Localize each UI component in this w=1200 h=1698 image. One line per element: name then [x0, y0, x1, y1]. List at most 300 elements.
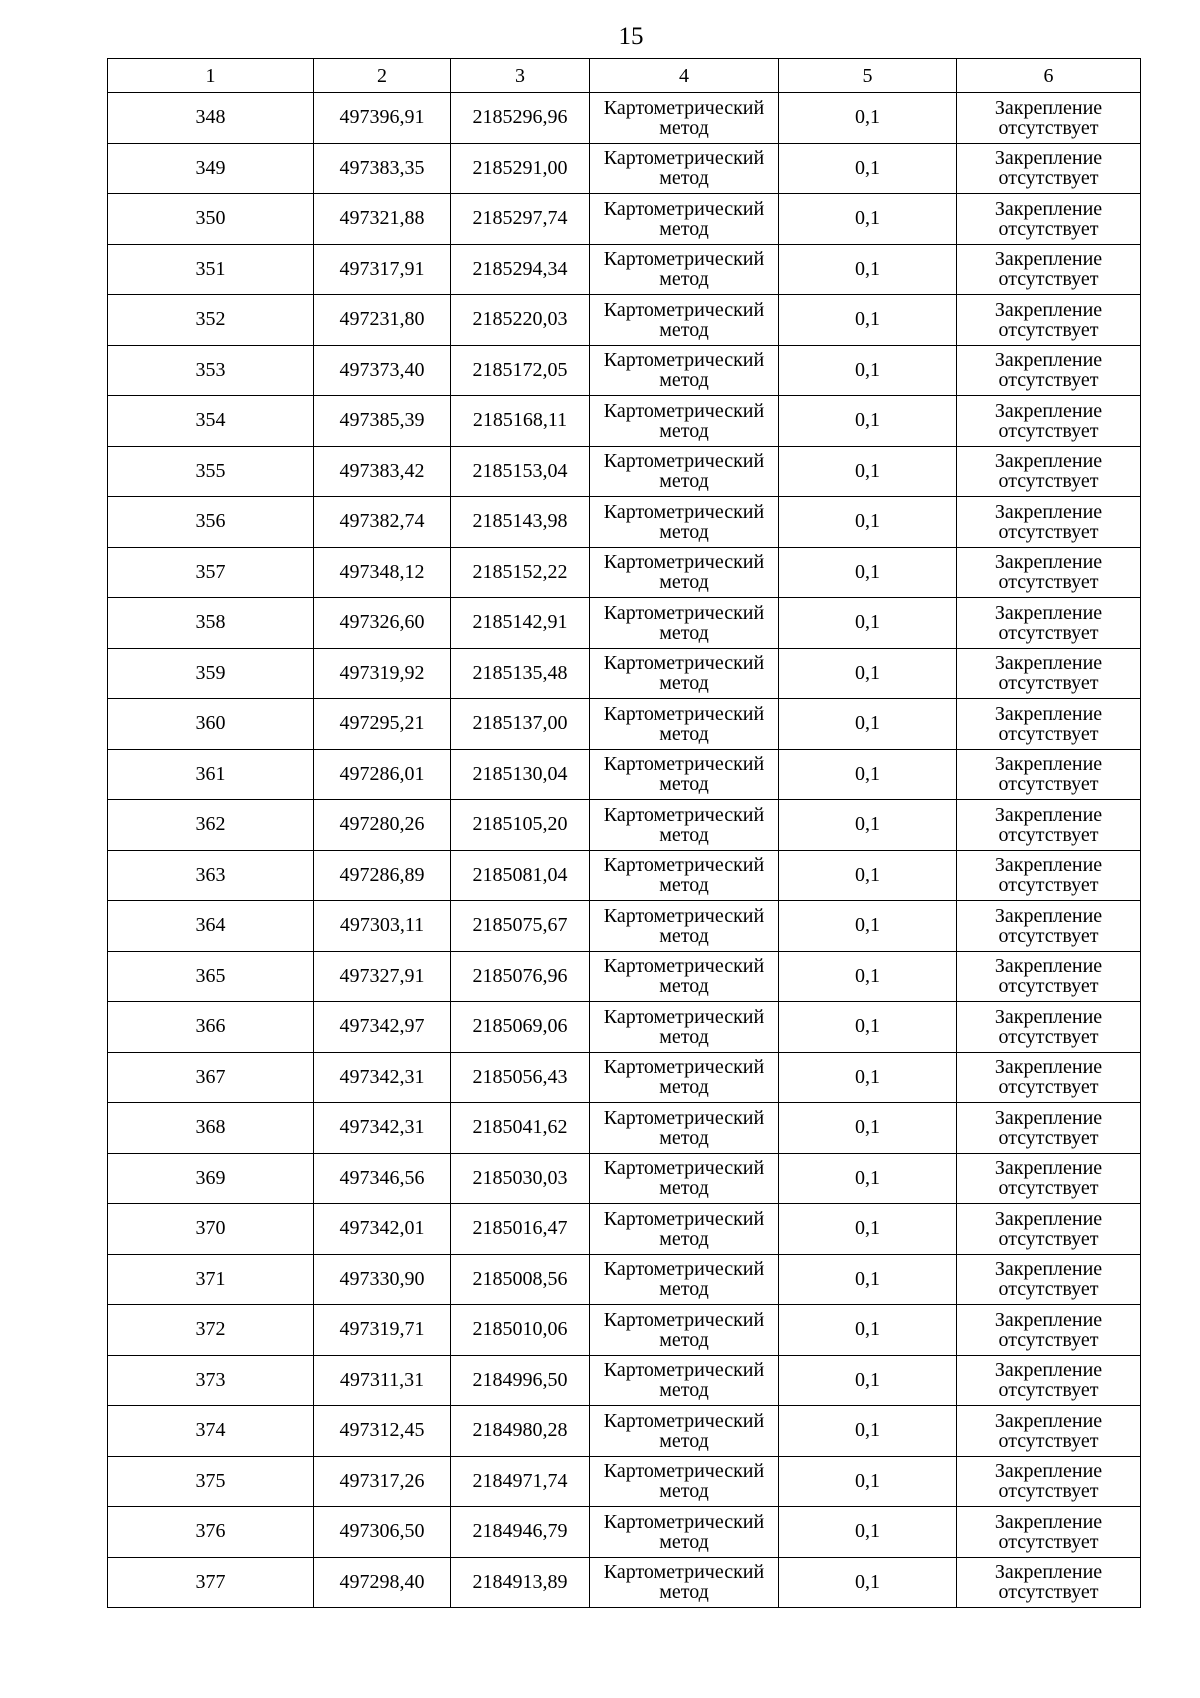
accuracy-cell: 0,1: [779, 1254, 957, 1305]
table-row: [108, 446, 1141, 497]
method-cell-line-1: Картометрический: [603, 298, 765, 321]
table-row: [108, 194, 1141, 245]
fixing-cell: [957, 1002, 1141, 1053]
column-header: 4: [590, 59, 779, 93]
fixing-cell-line-1: Закрепление: [994, 1207, 1103, 1230]
method-cell: [590, 1204, 779, 1255]
fixing-cell-line-2: отсутствует: [998, 116, 1099, 139]
method-cell-line-1: Картометрический: [603, 955, 765, 978]
fixing-cell-line-2: отсутствует: [998, 722, 1099, 745]
x-coordinate-cell: 497319,71: [314, 1305, 451, 1356]
x-coordinate-cell: 497396,91: [314, 93, 451, 144]
point-number-cell: 364: [108, 901, 314, 952]
fixing-cell-line-2: отсутствует: [998, 924, 1099, 947]
table-row: [108, 93, 1141, 144]
method-cell-line-1: Картометрический: [603, 1510, 765, 1533]
method-cell-line-2: метод: [659, 1530, 709, 1553]
method-cell-line-1: Картометрический: [603, 1056, 765, 1079]
method-cell-line-1: Картометрический: [603, 551, 765, 574]
method-cell-line-2: метод: [659, 1278, 709, 1301]
accuracy-cell: 0,1: [779, 345, 957, 396]
fixing-cell-line-1: Закрепление: [994, 702, 1103, 725]
fixing-cell-line-2: отсутствует: [998, 571, 1099, 594]
method-cell-line-1: Картометрический: [603, 803, 765, 826]
x-coordinate-cell: 497342,31: [314, 1103, 451, 1154]
method-cell-line-1: Картометрический: [603, 854, 765, 877]
method-cell-line-1: Картометрический: [603, 1207, 765, 1230]
accuracy-cell: 0,1: [779, 143, 957, 194]
method-cell: [590, 1052, 779, 1103]
method-cell-line-1: Картометрический: [603, 1460, 765, 1483]
y-coordinate-cell: 2185296,96: [451, 93, 590, 144]
y-coordinate-cell: 2185294,34: [451, 244, 590, 295]
fixing-cell-line-2: отсутствует: [998, 773, 1099, 796]
fixing-cell-line-1: Закрепление: [994, 753, 1103, 776]
table-row: [108, 1254, 1141, 1305]
method-cell-line-2: метод: [659, 470, 709, 493]
fixing-cell-line-1: Закрепление: [994, 500, 1103, 523]
fixing-cell-line-1: Закрепление: [994, 1460, 1103, 1483]
fixing-cell-line-1: Закрепление: [994, 1258, 1103, 1281]
fixing-cell-line-1: Закрепление: [994, 1359, 1103, 1382]
fixing-cell-line-2: отсутствует: [998, 621, 1099, 644]
point-number-cell: 352: [108, 295, 314, 346]
fixing-cell-line-2: отсутствует: [998, 1581, 1099, 1604]
y-coordinate-cell: 2185297,74: [451, 194, 590, 245]
fixing-cell-line-2: отсутствует: [998, 1227, 1099, 1250]
x-coordinate-cell: 497306,50: [314, 1507, 451, 1558]
fixing-cell-line-2: отсутствует: [998, 1076, 1099, 1099]
table-row: [108, 1204, 1141, 1255]
y-coordinate-cell: 2185105,20: [451, 800, 590, 851]
accuracy-cell: 0,1: [779, 648, 957, 699]
method-cell-line-1: Картометрический: [603, 450, 765, 473]
point-number-cell: 370: [108, 1204, 314, 1255]
method-cell-line-2: метод: [659, 1429, 709, 1452]
table-row: [108, 749, 1141, 800]
column-header: 1: [108, 59, 314, 93]
y-coordinate-cell: 2185142,91: [451, 598, 590, 649]
y-coordinate-cell: 2185220,03: [451, 295, 590, 346]
method-cell-line-1: Картометрический: [603, 248, 765, 271]
method-cell: [590, 93, 779, 144]
fixing-cell-line-2: отсутствует: [998, 1530, 1099, 1553]
x-coordinate-cell: 497342,01: [314, 1204, 451, 1255]
method-cell: [590, 1002, 779, 1053]
method-cell: [590, 1355, 779, 1406]
fixing-cell: [957, 1557, 1141, 1608]
y-coordinate-cell: 2185030,03: [451, 1153, 590, 1204]
fixing-cell-line-1: Закрепление: [994, 652, 1103, 675]
method-cell-line-2: метод: [659, 621, 709, 644]
point-number-cell: 369: [108, 1153, 314, 1204]
point-number-cell: 368: [108, 1103, 314, 1154]
y-coordinate-cell: 2184946,79: [451, 1507, 590, 1558]
table-row: [108, 1406, 1141, 1457]
method-cell: [590, 446, 779, 497]
x-coordinate-cell: 497342,31: [314, 1052, 451, 1103]
fixing-cell-line-2: отсутствует: [998, 419, 1099, 442]
method-cell-line-1: Картометрический: [603, 753, 765, 776]
fixing-cell-line-1: Закрепление: [994, 904, 1103, 927]
method-cell-line-1: Картометрический: [603, 1561, 765, 1584]
x-coordinate-cell: 497312,45: [314, 1406, 451, 1457]
table-row: [108, 396, 1141, 447]
fixing-cell-line-2: отсутствует: [998, 217, 1099, 240]
fixing-cell: [957, 295, 1141, 346]
method-cell-line-2: метод: [659, 722, 709, 745]
method-cell-line-2: метод: [659, 318, 709, 341]
fixing-cell: [957, 1254, 1141, 1305]
y-coordinate-cell: 2185008,56: [451, 1254, 590, 1305]
method-cell: [590, 143, 779, 194]
fixing-cell: [957, 143, 1141, 194]
fixing-cell: [957, 1507, 1141, 1558]
table-row: [108, 800, 1141, 851]
method-cell-line-1: Картометрический: [603, 652, 765, 675]
point-number-cell: 367: [108, 1052, 314, 1103]
fixing-cell: [957, 1204, 1141, 1255]
table-row: [108, 547, 1141, 598]
method-cell-line-1: Картометрический: [603, 1005, 765, 1028]
y-coordinate-cell: 2185168,11: [451, 396, 590, 447]
method-cell-line-2: метод: [659, 823, 709, 846]
point-number-cell: 356: [108, 497, 314, 548]
method-cell-line-1: Картометрический: [603, 96, 765, 119]
point-number-cell: 377: [108, 1557, 314, 1608]
x-coordinate-cell: 497321,88: [314, 194, 451, 245]
y-coordinate-cell: 2184980,28: [451, 1406, 590, 1457]
fixing-cell: [957, 1103, 1141, 1154]
point-number-cell: 361: [108, 749, 314, 800]
method-cell-line-2: метод: [659, 571, 709, 594]
fixing-cell: [957, 1456, 1141, 1507]
table-row: [108, 497, 1141, 548]
fixing-cell-line-1: Закрепление: [994, 298, 1103, 321]
accuracy-cell: 0,1: [779, 1052, 957, 1103]
y-coordinate-cell: 2185076,96: [451, 951, 590, 1002]
fixing-cell-line-1: Закрепление: [994, 955, 1103, 978]
x-coordinate-cell: 497317,91: [314, 244, 451, 295]
fixing-cell: [957, 1406, 1141, 1457]
method-cell-line-1: Картометрический: [603, 1258, 765, 1281]
x-coordinate-cell: 497383,42: [314, 446, 451, 497]
accuracy-cell: 0,1: [779, 901, 957, 952]
column-header: 6: [957, 59, 1141, 93]
method-cell: [590, 598, 779, 649]
x-coordinate-cell: 497327,91: [314, 951, 451, 1002]
table-row: [108, 1002, 1141, 1053]
coordinates-table: [107, 58, 1141, 1608]
method-cell-line-2: метод: [659, 369, 709, 392]
x-coordinate-cell: 497346,56: [314, 1153, 451, 1204]
table-row: [108, 1052, 1141, 1103]
x-coordinate-cell: 497298,40: [314, 1557, 451, 1608]
method-cell-line-1: Картометрический: [603, 349, 765, 372]
method-cell-line-2: метод: [659, 167, 709, 190]
fixing-cell-line-1: Закрепление: [994, 1157, 1103, 1180]
accuracy-cell: 0,1: [779, 699, 957, 750]
method-cell-line-1: Картометрический: [603, 500, 765, 523]
fixing-cell-line-2: отсутствует: [998, 874, 1099, 897]
table-row: [108, 699, 1141, 750]
fixing-cell-line-1: Закрепление: [994, 803, 1103, 826]
method-cell: [590, 1153, 779, 1204]
point-number-cell: 349: [108, 143, 314, 194]
accuracy-cell: 0,1: [779, 1355, 957, 1406]
accuracy-cell: 0,1: [779, 1406, 957, 1457]
fixing-cell-line-1: Закрепление: [994, 1056, 1103, 1079]
accuracy-cell: 0,1: [779, 951, 957, 1002]
fixing-cell-line-2: отсутствует: [998, 167, 1099, 190]
method-cell: [590, 295, 779, 346]
method-cell-line-2: метод: [659, 419, 709, 442]
x-coordinate-cell: 497382,74: [314, 497, 451, 548]
fixing-cell: [957, 446, 1141, 497]
method-cell: [590, 648, 779, 699]
fixing-cell: [957, 547, 1141, 598]
method-cell-line-2: метод: [659, 1379, 709, 1402]
accuracy-cell: 0,1: [779, 850, 957, 901]
y-coordinate-cell: 2185069,06: [451, 1002, 590, 1053]
method-cell: [590, 194, 779, 245]
method-cell: [590, 345, 779, 396]
fixing-cell-line-2: отсутствует: [998, 1429, 1099, 1452]
fixing-cell-line-2: отсутствует: [998, 268, 1099, 291]
method-cell-line-1: Картометрический: [603, 904, 765, 927]
method-cell-line-2: метод: [659, 874, 709, 897]
fixing-cell-line-1: Закрепление: [994, 349, 1103, 372]
y-coordinate-cell: 2185143,98: [451, 497, 590, 548]
method-cell-line-1: Картометрический: [603, 1106, 765, 1129]
y-coordinate-cell: 2185056,43: [451, 1052, 590, 1103]
fixing-cell: [957, 1305, 1141, 1356]
accuracy-cell: 0,1: [779, 800, 957, 851]
method-cell: [590, 699, 779, 750]
point-number-cell: 354: [108, 396, 314, 447]
y-coordinate-cell: 2185291,00: [451, 143, 590, 194]
x-coordinate-cell: 497348,12: [314, 547, 451, 598]
fixing-cell-line-2: отсутствует: [998, 1126, 1099, 1149]
point-number-cell: 348: [108, 93, 314, 144]
method-cell-line-1: Картометрический: [603, 601, 765, 624]
method-cell-line-1: Картометрический: [603, 1409, 765, 1432]
y-coordinate-cell: 2185041,62: [451, 1103, 590, 1154]
method-cell-line-2: метод: [659, 1076, 709, 1099]
table-body: [108, 93, 1141, 1608]
fixing-cell: [957, 901, 1141, 952]
table-row: [108, 295, 1141, 346]
point-number-cell: 362: [108, 800, 314, 851]
point-number-cell: 360: [108, 699, 314, 750]
column-header: 3: [451, 59, 590, 93]
y-coordinate-cell: 2185152,22: [451, 547, 590, 598]
fixing-cell-line-2: отсутствует: [998, 318, 1099, 341]
header-row: [108, 59, 1141, 93]
fixing-cell-line-2: отсутствует: [998, 1328, 1099, 1351]
accuracy-cell: 0,1: [779, 446, 957, 497]
method-cell-line-1: Картометрический: [603, 399, 765, 422]
column-header: 2: [314, 59, 451, 93]
method-cell: [590, 749, 779, 800]
x-coordinate-cell: 497286,01: [314, 749, 451, 800]
y-coordinate-cell: 2184913,89: [451, 1557, 590, 1608]
accuracy-cell: 0,1: [779, 1507, 957, 1558]
fixing-cell-line-1: Закрепление: [994, 197, 1103, 220]
method-cell-line-2: метод: [659, 773, 709, 796]
fixing-cell-line-1: Закрепление: [994, 1409, 1103, 1432]
accuracy-cell: 0,1: [779, 1002, 957, 1053]
fixing-cell-line-1: Закрепление: [994, 399, 1103, 422]
point-number-cell: 353: [108, 345, 314, 396]
method-cell-line-2: метод: [659, 217, 709, 240]
fixing-cell-line-2: отсутствует: [998, 520, 1099, 543]
x-coordinate-cell: 497326,60: [314, 598, 451, 649]
method-cell-line-2: метод: [659, 1480, 709, 1503]
accuracy-cell: 0,1: [779, 1456, 957, 1507]
table-row: [108, 1153, 1141, 1204]
accuracy-cell: 0,1: [779, 1153, 957, 1204]
fixing-cell: [957, 800, 1141, 851]
fixing-cell-line-2: отсутствует: [998, 1379, 1099, 1402]
method-cell-line-2: метод: [659, 520, 709, 543]
point-number-cell: 358: [108, 598, 314, 649]
y-coordinate-cell: 2185081,04: [451, 850, 590, 901]
fixing-cell-line-1: Закрепление: [994, 248, 1103, 271]
method-cell: [590, 244, 779, 295]
fixing-cell: [957, 396, 1141, 447]
page-number: 15: [618, 23, 644, 50]
method-cell-line-1: Картометрический: [603, 1359, 765, 1382]
method-cell: [590, 800, 779, 851]
y-coordinate-cell: 2185135,48: [451, 648, 590, 699]
table-row: [108, 850, 1141, 901]
fixing-cell-line-2: отсутствует: [998, 975, 1099, 998]
accuracy-cell: 0,1: [779, 598, 957, 649]
fixing-cell: [957, 1153, 1141, 1204]
fixing-cell: [957, 497, 1141, 548]
table-row: [108, 244, 1141, 295]
y-coordinate-cell: 2185075,67: [451, 901, 590, 952]
y-coordinate-cell: 2185010,06: [451, 1305, 590, 1356]
method-cell-line-2: метод: [659, 975, 709, 998]
point-number-cell: 372: [108, 1305, 314, 1356]
accuracy-cell: 0,1: [779, 1305, 957, 1356]
x-coordinate-cell: 497319,92: [314, 648, 451, 699]
method-cell-line-2: метод: [659, 268, 709, 291]
fixing-cell-line-1: Закрепление: [994, 1106, 1103, 1129]
fixing-cell: [957, 1052, 1141, 1103]
accuracy-cell: 0,1: [779, 244, 957, 295]
fixing-cell-line-2: отсутствует: [998, 1025, 1099, 1048]
method-cell-line-2: метод: [659, 1126, 709, 1149]
y-coordinate-cell: 2185153,04: [451, 446, 590, 497]
method-cell-line-2: метод: [659, 924, 709, 947]
table-row: [108, 1103, 1141, 1154]
table-row: [108, 143, 1141, 194]
fixing-cell-line-1: Закрепление: [994, 147, 1103, 170]
fixing-cell: [957, 345, 1141, 396]
x-coordinate-cell: 497383,35: [314, 143, 451, 194]
accuracy-cell: 0,1: [779, 396, 957, 447]
fixing-cell: [957, 194, 1141, 245]
x-coordinate-cell: 497330,90: [314, 1254, 451, 1305]
point-number-cell: 374: [108, 1406, 314, 1457]
point-number-cell: 350: [108, 194, 314, 245]
accuracy-cell: 0,1: [779, 1557, 957, 1608]
method-cell: [590, 951, 779, 1002]
x-coordinate-cell: 497303,11: [314, 901, 451, 952]
method-cell: [590, 1305, 779, 1356]
fixing-cell-line-1: Закрепление: [994, 601, 1103, 624]
fixing-cell: [957, 699, 1141, 750]
accuracy-cell: 0,1: [779, 295, 957, 346]
fixing-cell: [957, 244, 1141, 295]
point-number-cell: 365: [108, 951, 314, 1002]
table-row: [108, 1507, 1141, 1558]
accuracy-cell: 0,1: [779, 749, 957, 800]
method-cell: [590, 1557, 779, 1608]
accuracy-cell: 0,1: [779, 497, 957, 548]
fixing-cell-line-2: отсутствует: [998, 1177, 1099, 1200]
method-cell-line-1: Картометрический: [603, 197, 765, 220]
fixing-cell-line-1: Закрепление: [994, 450, 1103, 473]
method-cell-line-2: метод: [659, 116, 709, 139]
y-coordinate-cell: 2185130,04: [451, 749, 590, 800]
method-cell-line-1: Картометрический: [603, 1308, 765, 1331]
x-coordinate-cell: 497317,26: [314, 1456, 451, 1507]
table-row: [108, 1456, 1141, 1507]
table-row: [108, 345, 1141, 396]
table-row: [108, 598, 1141, 649]
x-coordinate-cell: 497385,39: [314, 396, 451, 447]
accuracy-cell: 0,1: [779, 194, 957, 245]
fixing-cell: [957, 598, 1141, 649]
point-number-cell: 373: [108, 1355, 314, 1406]
method-cell: [590, 396, 779, 447]
point-number-cell: 357: [108, 547, 314, 598]
fixing-cell: [957, 850, 1141, 901]
x-coordinate-cell: 497295,21: [314, 699, 451, 750]
method-cell-line-2: метод: [659, 1581, 709, 1604]
fixing-cell: [957, 93, 1141, 144]
fixing-cell-line-2: отсутствует: [998, 1278, 1099, 1301]
fixing-cell-line-1: Закрепление: [994, 1561, 1103, 1584]
table-header: [108, 59, 1141, 93]
column-header: 5: [779, 59, 957, 93]
y-coordinate-cell: 2184971,74: [451, 1456, 590, 1507]
x-coordinate-cell: 497311,31: [314, 1355, 451, 1406]
fixing-cell: [957, 1355, 1141, 1406]
method-cell: [590, 497, 779, 548]
point-number-cell: 376: [108, 1507, 314, 1558]
y-coordinate-cell: 2185172,05: [451, 345, 590, 396]
table-row: [108, 901, 1141, 952]
method-cell-line-1: Картометрический: [603, 702, 765, 725]
y-coordinate-cell: 2184996,50: [451, 1355, 590, 1406]
method-cell-line-2: метод: [659, 1227, 709, 1250]
y-coordinate-cell: 2185137,00: [451, 699, 590, 750]
fixing-cell-line-2: отсутствует: [998, 1480, 1099, 1503]
point-number-cell: 363: [108, 850, 314, 901]
x-coordinate-cell: 497342,97: [314, 1002, 451, 1053]
method-cell-line-2: метод: [659, 1025, 709, 1048]
point-number-cell: 375: [108, 1456, 314, 1507]
method-cell-line-2: метод: [659, 672, 709, 695]
accuracy-cell: 0,1: [779, 1204, 957, 1255]
x-coordinate-cell: 497231,80: [314, 295, 451, 346]
table-row: [108, 648, 1141, 699]
